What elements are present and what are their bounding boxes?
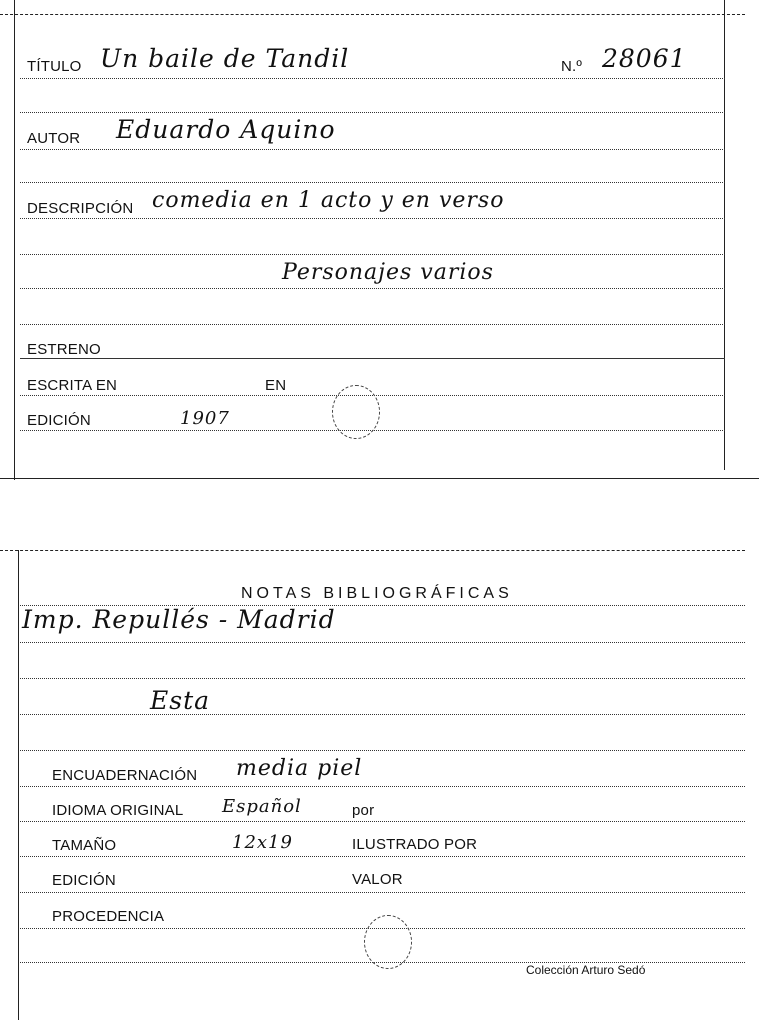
- autor-value: Eduardo Aquino: [116, 115, 336, 144]
- card-left-edge: [14, 0, 15, 480]
- card-bottom-edge: [0, 478, 759, 479]
- ilustrado-label: ILUSTRADO POR: [352, 836, 478, 853]
- titulo-label: TÍTULO: [27, 58, 82, 75]
- rule-3: [20, 149, 725, 150]
- rule-7: [20, 821, 745, 822]
- rule-1: [20, 78, 725, 79]
- edicion-label: EDICIÓN: [27, 412, 91, 429]
- descripcion-value-2: Personajes varios: [282, 260, 494, 285]
- descripcion-value: comedia en 1 acto y en verso: [152, 188, 505, 213]
- note-line-1: Imp. Repullés - Madrid: [22, 605, 336, 634]
- punch-hole: [364, 915, 412, 969]
- titulo-value: Un baile de Tandil: [100, 44, 350, 73]
- tamano-value: 12x19: [232, 832, 293, 853]
- numero-value: 28061: [602, 44, 687, 73]
- edicion-value: 1907: [180, 408, 230, 429]
- rule-9: [20, 892, 745, 893]
- rule-7: [20, 288, 725, 289]
- punch-hole: [332, 385, 380, 439]
- escrita-en-label: ESCRITA EN: [27, 377, 118, 394]
- rule-8: [20, 856, 745, 857]
- procedencia-label: PROCEDENCIA: [52, 908, 165, 925]
- catalog-card-back: [0, 540, 759, 1028]
- edicion-label: EDICIÓN: [52, 872, 116, 889]
- numero-label: N.º: [561, 58, 583, 75]
- rule-2: [20, 642, 745, 643]
- rule-6: [20, 786, 745, 787]
- rule-3: [20, 678, 745, 679]
- tamano-label: TAMAÑO: [52, 837, 117, 854]
- idioma-label: IDIOMA ORIGINAL: [52, 802, 184, 819]
- rule-2: [20, 112, 725, 113]
- autor-label: AUTOR: [27, 130, 81, 147]
- rule-4: [20, 714, 745, 715]
- collection-stamp: Colección Arturo Sedó: [526, 963, 646, 977]
- card-top-edge: [0, 550, 745, 551]
- valor-label: VALOR: [352, 871, 403, 888]
- encuadernacion-label: ENCUADERNACIÓN: [52, 767, 198, 784]
- rule-5: [20, 218, 725, 219]
- rule-4: [20, 182, 725, 183]
- descripcion-label: DESCRIPCIÓN: [27, 200, 134, 217]
- rule-9: [20, 358, 725, 359]
- note-line-2: Esta: [150, 686, 211, 715]
- card-right-edge: [724, 0, 725, 470]
- rule-6: [20, 254, 725, 255]
- catalog-card-front: [0, 0, 759, 492]
- idioma-value: Español: [222, 796, 302, 817]
- escrita-en-en-label: EN: [265, 377, 287, 394]
- por-label: por: [352, 802, 375, 819]
- card-left-edge: [18, 550, 19, 1020]
- encuadernacion-value: media piel: [236, 756, 363, 781]
- notas-title: NOTAS BIBLIOGRÁFICAS: [241, 585, 513, 602]
- card-top-edge: [0, 14, 745, 15]
- rule-5: [20, 750, 745, 751]
- rule-8: [20, 324, 725, 325]
- estreno-label: ESTRENO: [27, 341, 101, 358]
